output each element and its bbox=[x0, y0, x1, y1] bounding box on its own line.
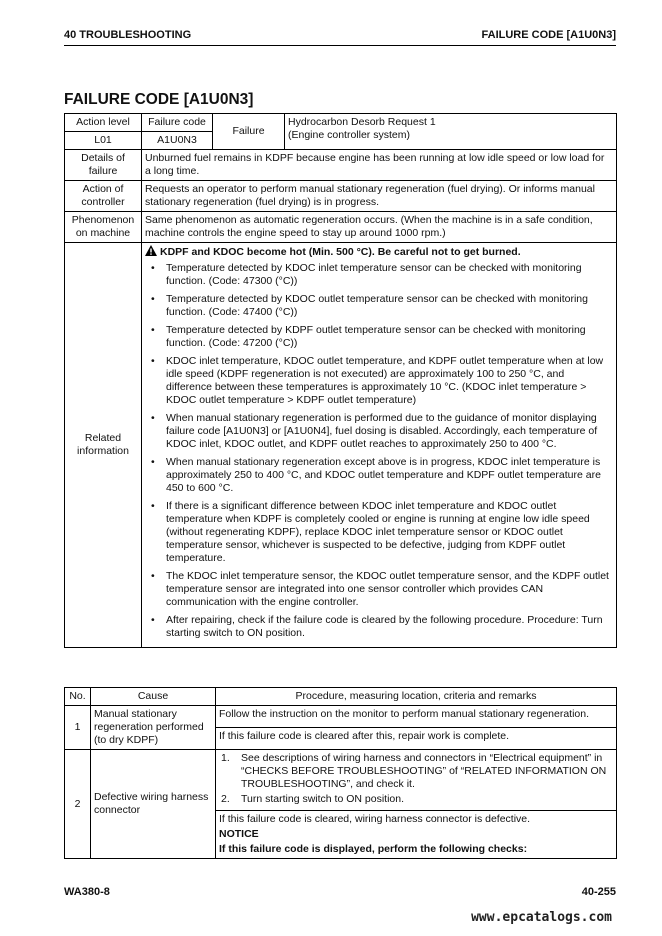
row1-result: If this failure code is cleared after this, repair work is complete. bbox=[216, 728, 617, 750]
list-item: • If there is a significant difference between KDOC inlet temperature and KDOC outlet temperature when KDPF is completely cooled or engine is running at engine low idle speed (without regenerating KDPF), replace KDOC inlet temperature sensor or KDOC outlet temperature sensor, whichever is suspected to be defective, judging from KDPF outlet temperature. bbox=[145, 500, 613, 565]
no-header: No. bbox=[65, 688, 91, 706]
notice-text: If this failure code is displayed, perform the following checks: bbox=[219, 843, 528, 855]
warning-line bbox=[145, 245, 613, 259]
step-text: Turn starting switch to ON position. bbox=[241, 793, 405, 805]
row2-cause: Defective wiring harness connector bbox=[91, 750, 216, 859]
model-number: WA380-8 bbox=[64, 886, 110, 898]
failure-name: Hydrocarbon Desorb Request 1 bbox=[288, 116, 436, 128]
row2-steps bbox=[216, 750, 617, 811]
action-text: Requests an operator to perform manual stationary regeneration (fuel drying). Or informs manual stationary regeneration (fuel drying) is in progress. bbox=[142, 181, 617, 212]
list-item: • Temperature detected by KDOC outlet temperature sensor can be checked with monitoring function. (Code: 47400 (°C)) bbox=[145, 293, 613, 319]
failure-info-table bbox=[64, 113, 617, 648]
page-number: 40-255 bbox=[581, 886, 616, 898]
failure-system: (Engine controller system) bbox=[288, 129, 410, 141]
list-item: • When manual stationary regeneration except above is in progress, KDOC inlet temperature is approximately 250 to 400 °C, and KDOC outlet temperature and KDPF outlet temperature are 450 to 600 °C. bbox=[145, 456, 613, 495]
page-footer bbox=[64, 886, 616, 900]
page-title: FAILURE CODE [A1U0N3] bbox=[64, 91, 254, 108]
row1-procedure: Follow the instruction on the monitor to perform manual stationary regeneration. bbox=[216, 706, 617, 728]
warning-icon bbox=[145, 245, 157, 256]
header-code: FAILURE CODE [A1U0N3] bbox=[481, 29, 616, 41]
step-number: 2. bbox=[221, 793, 230, 805]
phenomenon-text: Same phenomenon as automatic regeneration occurs. (When the machine is in a safe condition, machine controls the engine speed to stay up around 1000 rpm.) bbox=[142, 212, 617, 243]
failure-header: Failure bbox=[213, 114, 285, 150]
action-level-value: L01 bbox=[65, 132, 142, 150]
header-section: 40 TROUBLESHOOTING bbox=[64, 29, 192, 41]
notice-label: NOTICE bbox=[219, 828, 259, 840]
cause-header: Cause bbox=[91, 688, 216, 706]
warning-text: KDPF and KDOC become hot (Min. 500 °C). Be careful not to get burned. bbox=[160, 246, 521, 258]
list-item: • The KDOC inlet temperature sensor, the KDOC outlet temperature sensor, and the KDPF outlet temperature sensor are integrated into one sensor controller which provides CAN communication with the engine controller. bbox=[145, 570, 613, 609]
procedure-header: Procedure, measuring location, criteria and remarks bbox=[216, 688, 617, 706]
list-item bbox=[219, 752, 613, 791]
details-text: Unburned fuel remains in KDPF because engine has been running at low idle speed or low load for a long time. bbox=[142, 150, 617, 181]
related-content bbox=[142, 243, 617, 648]
list-item: • When manual stationary regeneration is performed due to the guidance of monitor displaying failure code [A1U0N3] or [A1U0N4], fuel dosing is disabled. Accordingly, each temperature of KDOC inlet, KDOC outlet, and KDPF outlet reaches to approximately 250 to 400 °C. bbox=[145, 412, 613, 451]
failure-description bbox=[285, 114, 617, 150]
cause-table bbox=[64, 687, 617, 859]
list-item: • Temperature detected by KDOC inlet temperature sensor can be checked with monitoring function. (Code: 47300 (°C)) bbox=[145, 262, 613, 288]
related-label: Related information bbox=[65, 243, 142, 648]
list-item bbox=[219, 793, 613, 806]
action-label: Action of controller bbox=[65, 181, 142, 212]
row1-no: 1 bbox=[65, 706, 91, 750]
step-number: 1. bbox=[221, 752, 230, 764]
row2-notes bbox=[216, 811, 617, 859]
step-text: See descriptions of wiring harness and connectors in “Electrical equipment” in “CHECKS BEFORE TROUBLESHOOTING” of “RELATED INFORMATION ON TROUBLESHOOTING”, and check it. bbox=[241, 752, 607, 790]
row2-result: If this failure code is cleared, wiring harness connector is defective. bbox=[219, 813, 531, 825]
row2-no: 2 bbox=[65, 750, 91, 859]
related-bullets bbox=[145, 262, 613, 640]
row2-step-list bbox=[219, 752, 613, 806]
list-item: • KDOC inlet temperature, KDOC outlet temperature, and KDPF outlet temperature when at low idle speed (KDPF regeneration is not executed) are approximately 100 to 250 °C, and difference between these temperatures is approximately 10 °C. (KDOC inlet temperature > KDOC outlet temperature > KDPF outlet temperature) bbox=[145, 355, 613, 407]
list-item: • Temperature detected by KDPF outlet temperature sensor can be checked with monitoring function. (Code: 47200 (°C)) bbox=[145, 324, 613, 350]
watermark: www.epcatalogs.com bbox=[471, 910, 612, 925]
phenomenon-label: Phenomenon on machine bbox=[65, 212, 142, 243]
row1-cause: Manual stationary regeneration performed (to dry KDPF) bbox=[91, 706, 216, 750]
action-level-header: Action level bbox=[65, 114, 142, 132]
list-item: • After repairing, check if the failure code is cleared by the following procedure. Procedure: Turn starting switch to ON position. bbox=[145, 614, 613, 640]
failure-code-value: A1U0N3 bbox=[142, 132, 213, 150]
details-label: Details of failure bbox=[65, 150, 142, 181]
page-header bbox=[64, 29, 616, 46]
failure-code-header: Failure code bbox=[142, 114, 213, 132]
